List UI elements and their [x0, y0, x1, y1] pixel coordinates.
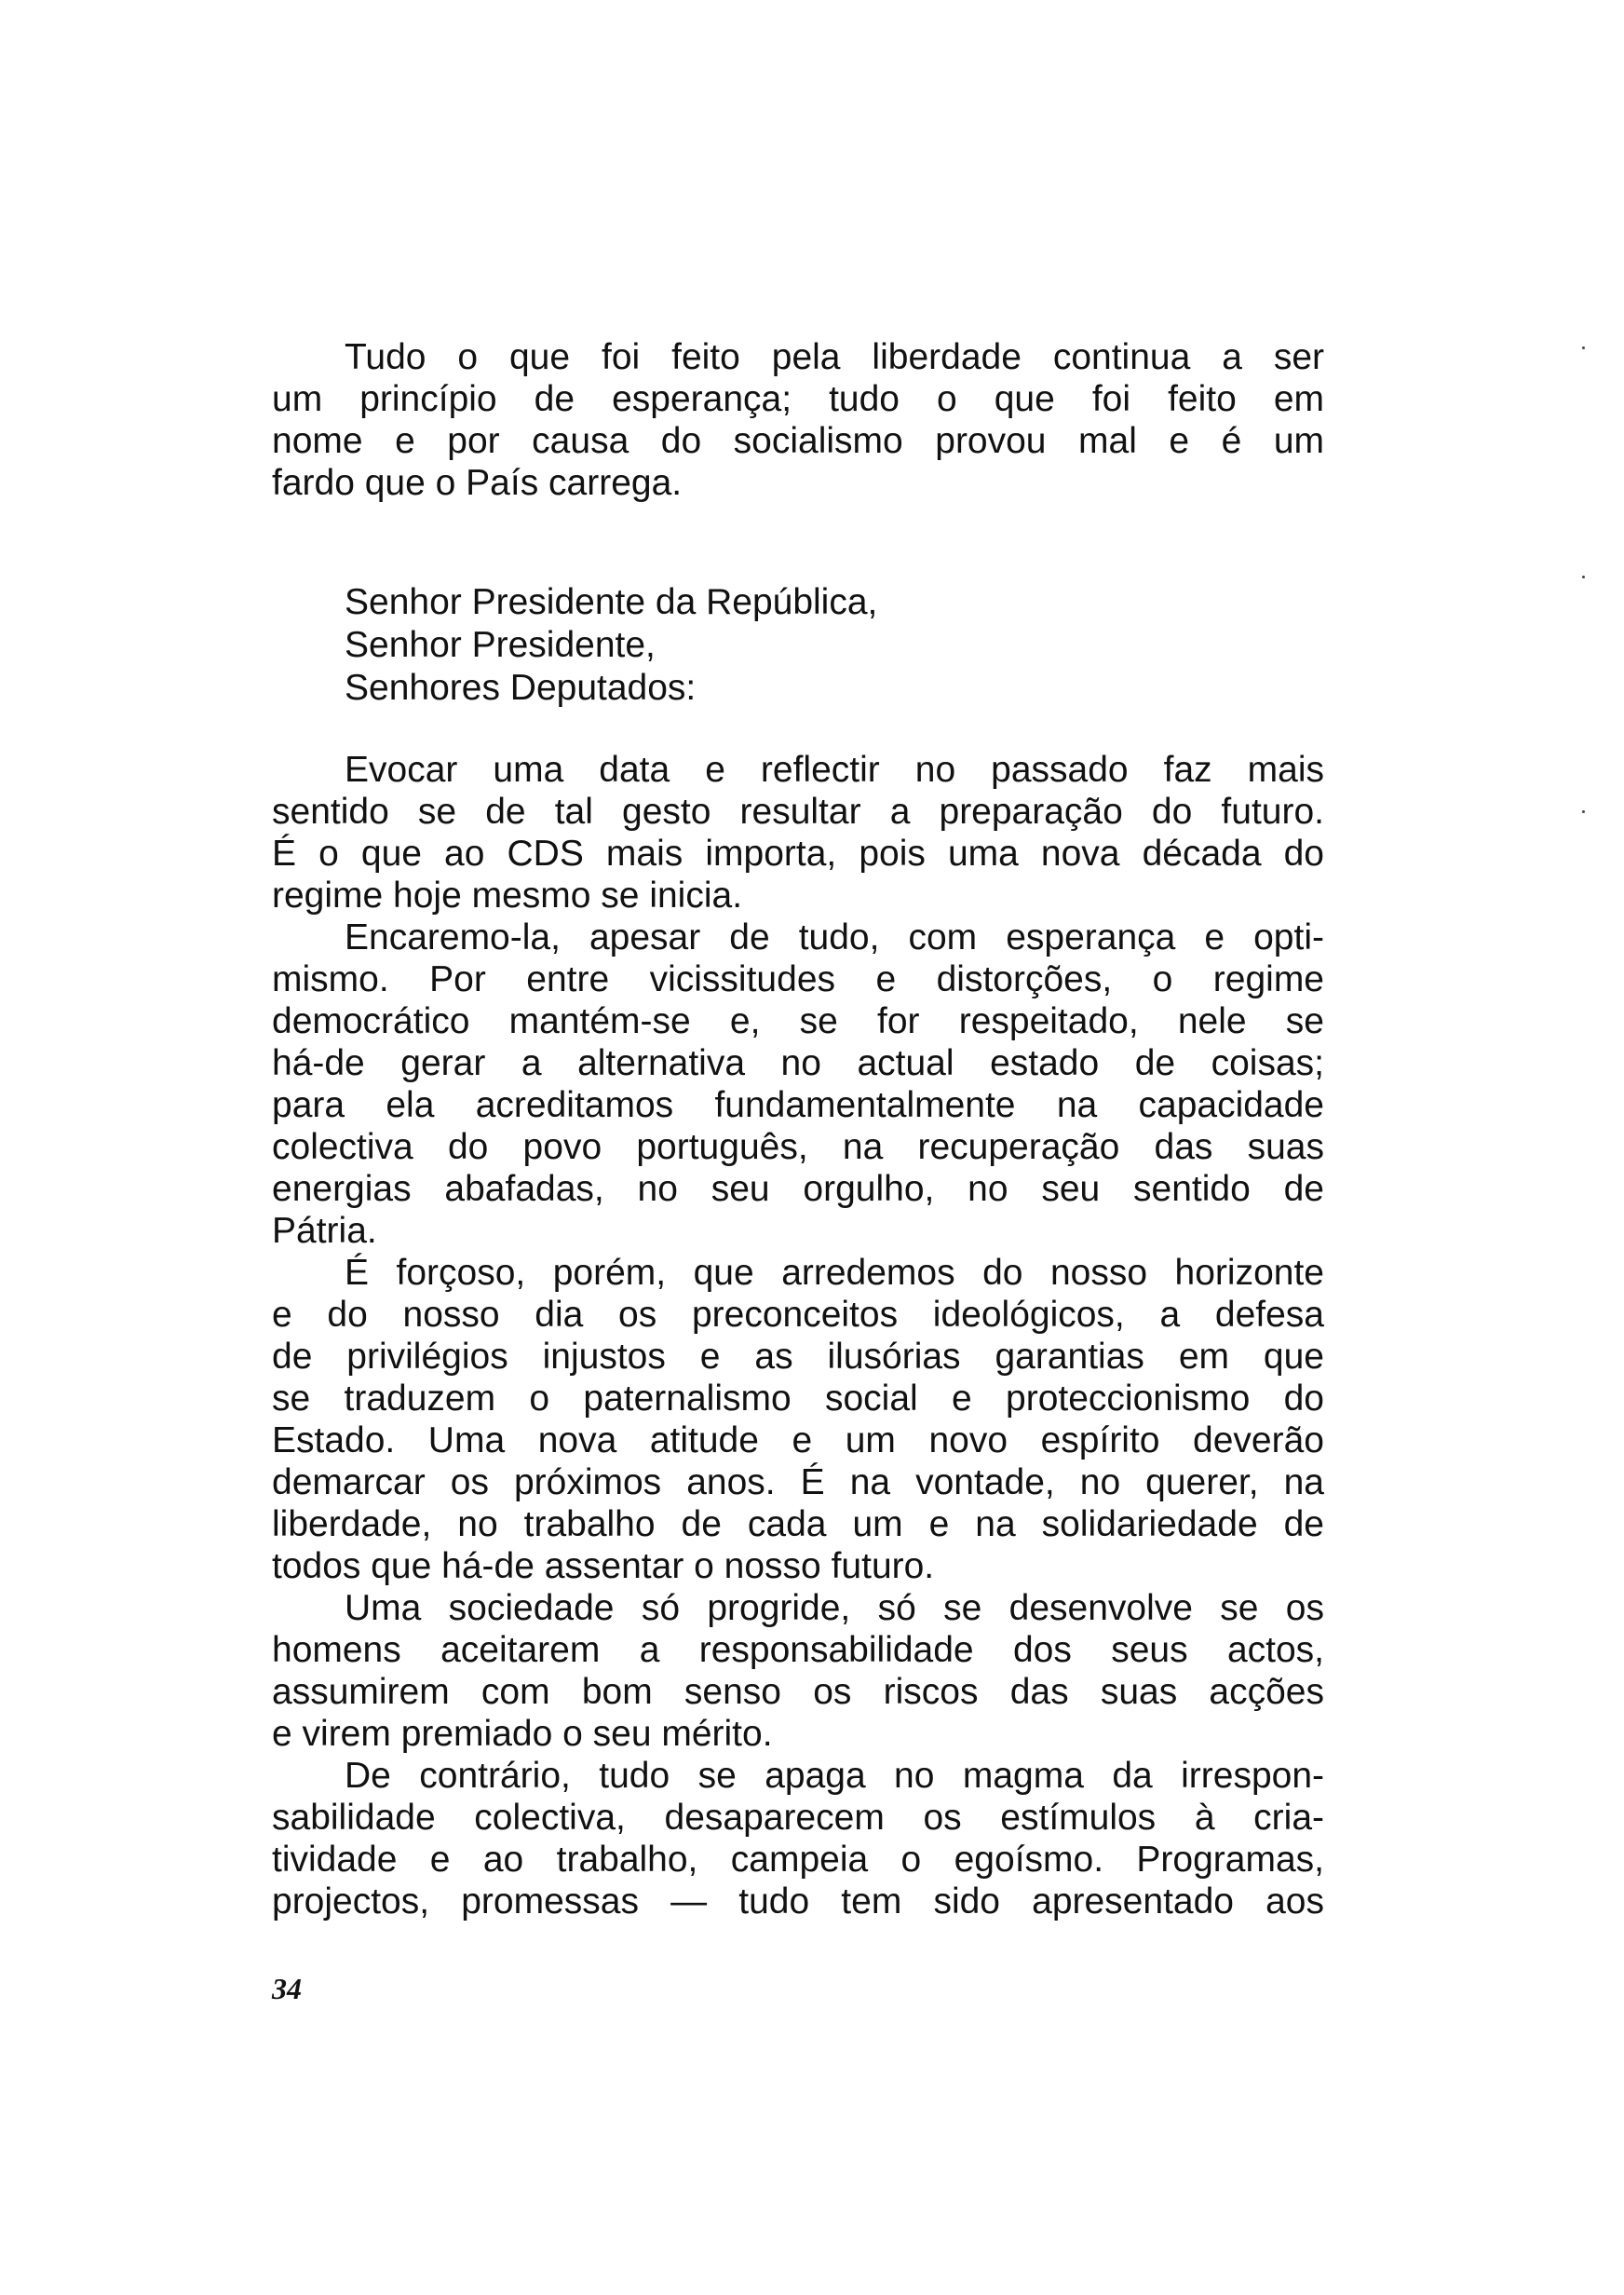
- text-line: demarcar os próximos anos. É na vontade, no querer, na: [272, 1462, 1324, 1502]
- salutation-line: Senhores Deputados:: [345, 668, 697, 708]
- page-number: 34: [272, 1972, 302, 2005]
- text-line: sabilidade colectiva, desaparecem os estímulos à cria-: [272, 1798, 1324, 1838]
- text-line: De contrário, tudo se apaga no magma da irrespon-: [345, 1756, 1324, 1796]
- text-line: É forçoso, porém, que arredemos do nosso horizonte: [345, 1253, 1324, 1293]
- text-line: Evocar uma data e reflectir no passado faz mais: [345, 750, 1324, 790]
- text-line: de privilégios injustos e as ilusórias garantias em que: [272, 1337, 1324, 1377]
- text-line: Tudo o que foi feito pela liberdade continua a ser: [345, 337, 1324, 377]
- salutation-line: Senhor Presidente da República,: [345, 582, 878, 622]
- text-line: assumirem com bom senso os riscos das suas acções: [272, 1672, 1324, 1712]
- salutation-line: Senhor Presidente,: [345, 625, 656, 665]
- text-line: todos que há-de assentar o nosso futuro.: [272, 1546, 935, 1586]
- text-line: Uma sociedade só progride, só se desenvolve se os: [345, 1588, 1324, 1628]
- text-line: homens aceitarem a responsabilidade dos seus actos,: [272, 1630, 1324, 1670]
- text-line: mismo. Por entre vicissitudes e distorções, o regime: [272, 959, 1324, 999]
- text-line: se traduzem o paternalismo social e proteccionismo do: [272, 1378, 1324, 1419]
- scan-speck: [1582, 810, 1585, 813]
- scan-speck: [1582, 576, 1585, 578]
- text-line: fardo que o País carrega.: [272, 463, 683, 503]
- text-line: Estado. Uma nova atitude e um novo espírito deverão: [272, 1420, 1324, 1460]
- text-line: nome e por causa do socialismo provou mal e é um: [272, 421, 1324, 461]
- scan-speck: [1582, 346, 1585, 349]
- text-line: tividade e ao trabalho, campeia o egoísmo. Programas,: [272, 1840, 1324, 1880]
- text-line: projectos, promessas — tudo tem sido apresentado aos: [272, 1881, 1324, 1922]
- text-line: energias abafadas, no seu orgulho, no seu sentido de: [272, 1169, 1324, 1209]
- text-line: regime hoje mesmo se inicia.: [272, 876, 743, 916]
- text-line: um princípio de esperança; tudo o que foi feito em: [272, 379, 1324, 419]
- text-line: Pátria.: [272, 1211, 377, 1251]
- text-line: sentido se de tal gesto resultar a preparação do futuro.: [272, 792, 1324, 832]
- text-line: liberdade, no trabalho de cada um e na solidariedade de: [272, 1504, 1324, 1544]
- text-line: e virem premiado o seu mérito.: [272, 1714, 773, 1754]
- text-line: e do nosso dia os preconceitos ideológicos, a defesa: [272, 1295, 1324, 1335]
- text-line: há-de gerar a alternativa no actual estado de coisas;: [272, 1043, 1324, 1083]
- text-line: É o que ao CDS mais importa, pois uma nova década do: [272, 834, 1324, 874]
- text-line: democrático mantém-se e, se for respeitado, nele se: [272, 1001, 1324, 1041]
- text-line: Encaremo-la, apesar de tudo, com esperança e opti-: [345, 917, 1324, 957]
- text-line: para ela acreditamos fundamentalmente na capacidade: [272, 1085, 1324, 1125]
- text-line: colectiva do povo português, na recuperação das suas: [272, 1127, 1324, 1167]
